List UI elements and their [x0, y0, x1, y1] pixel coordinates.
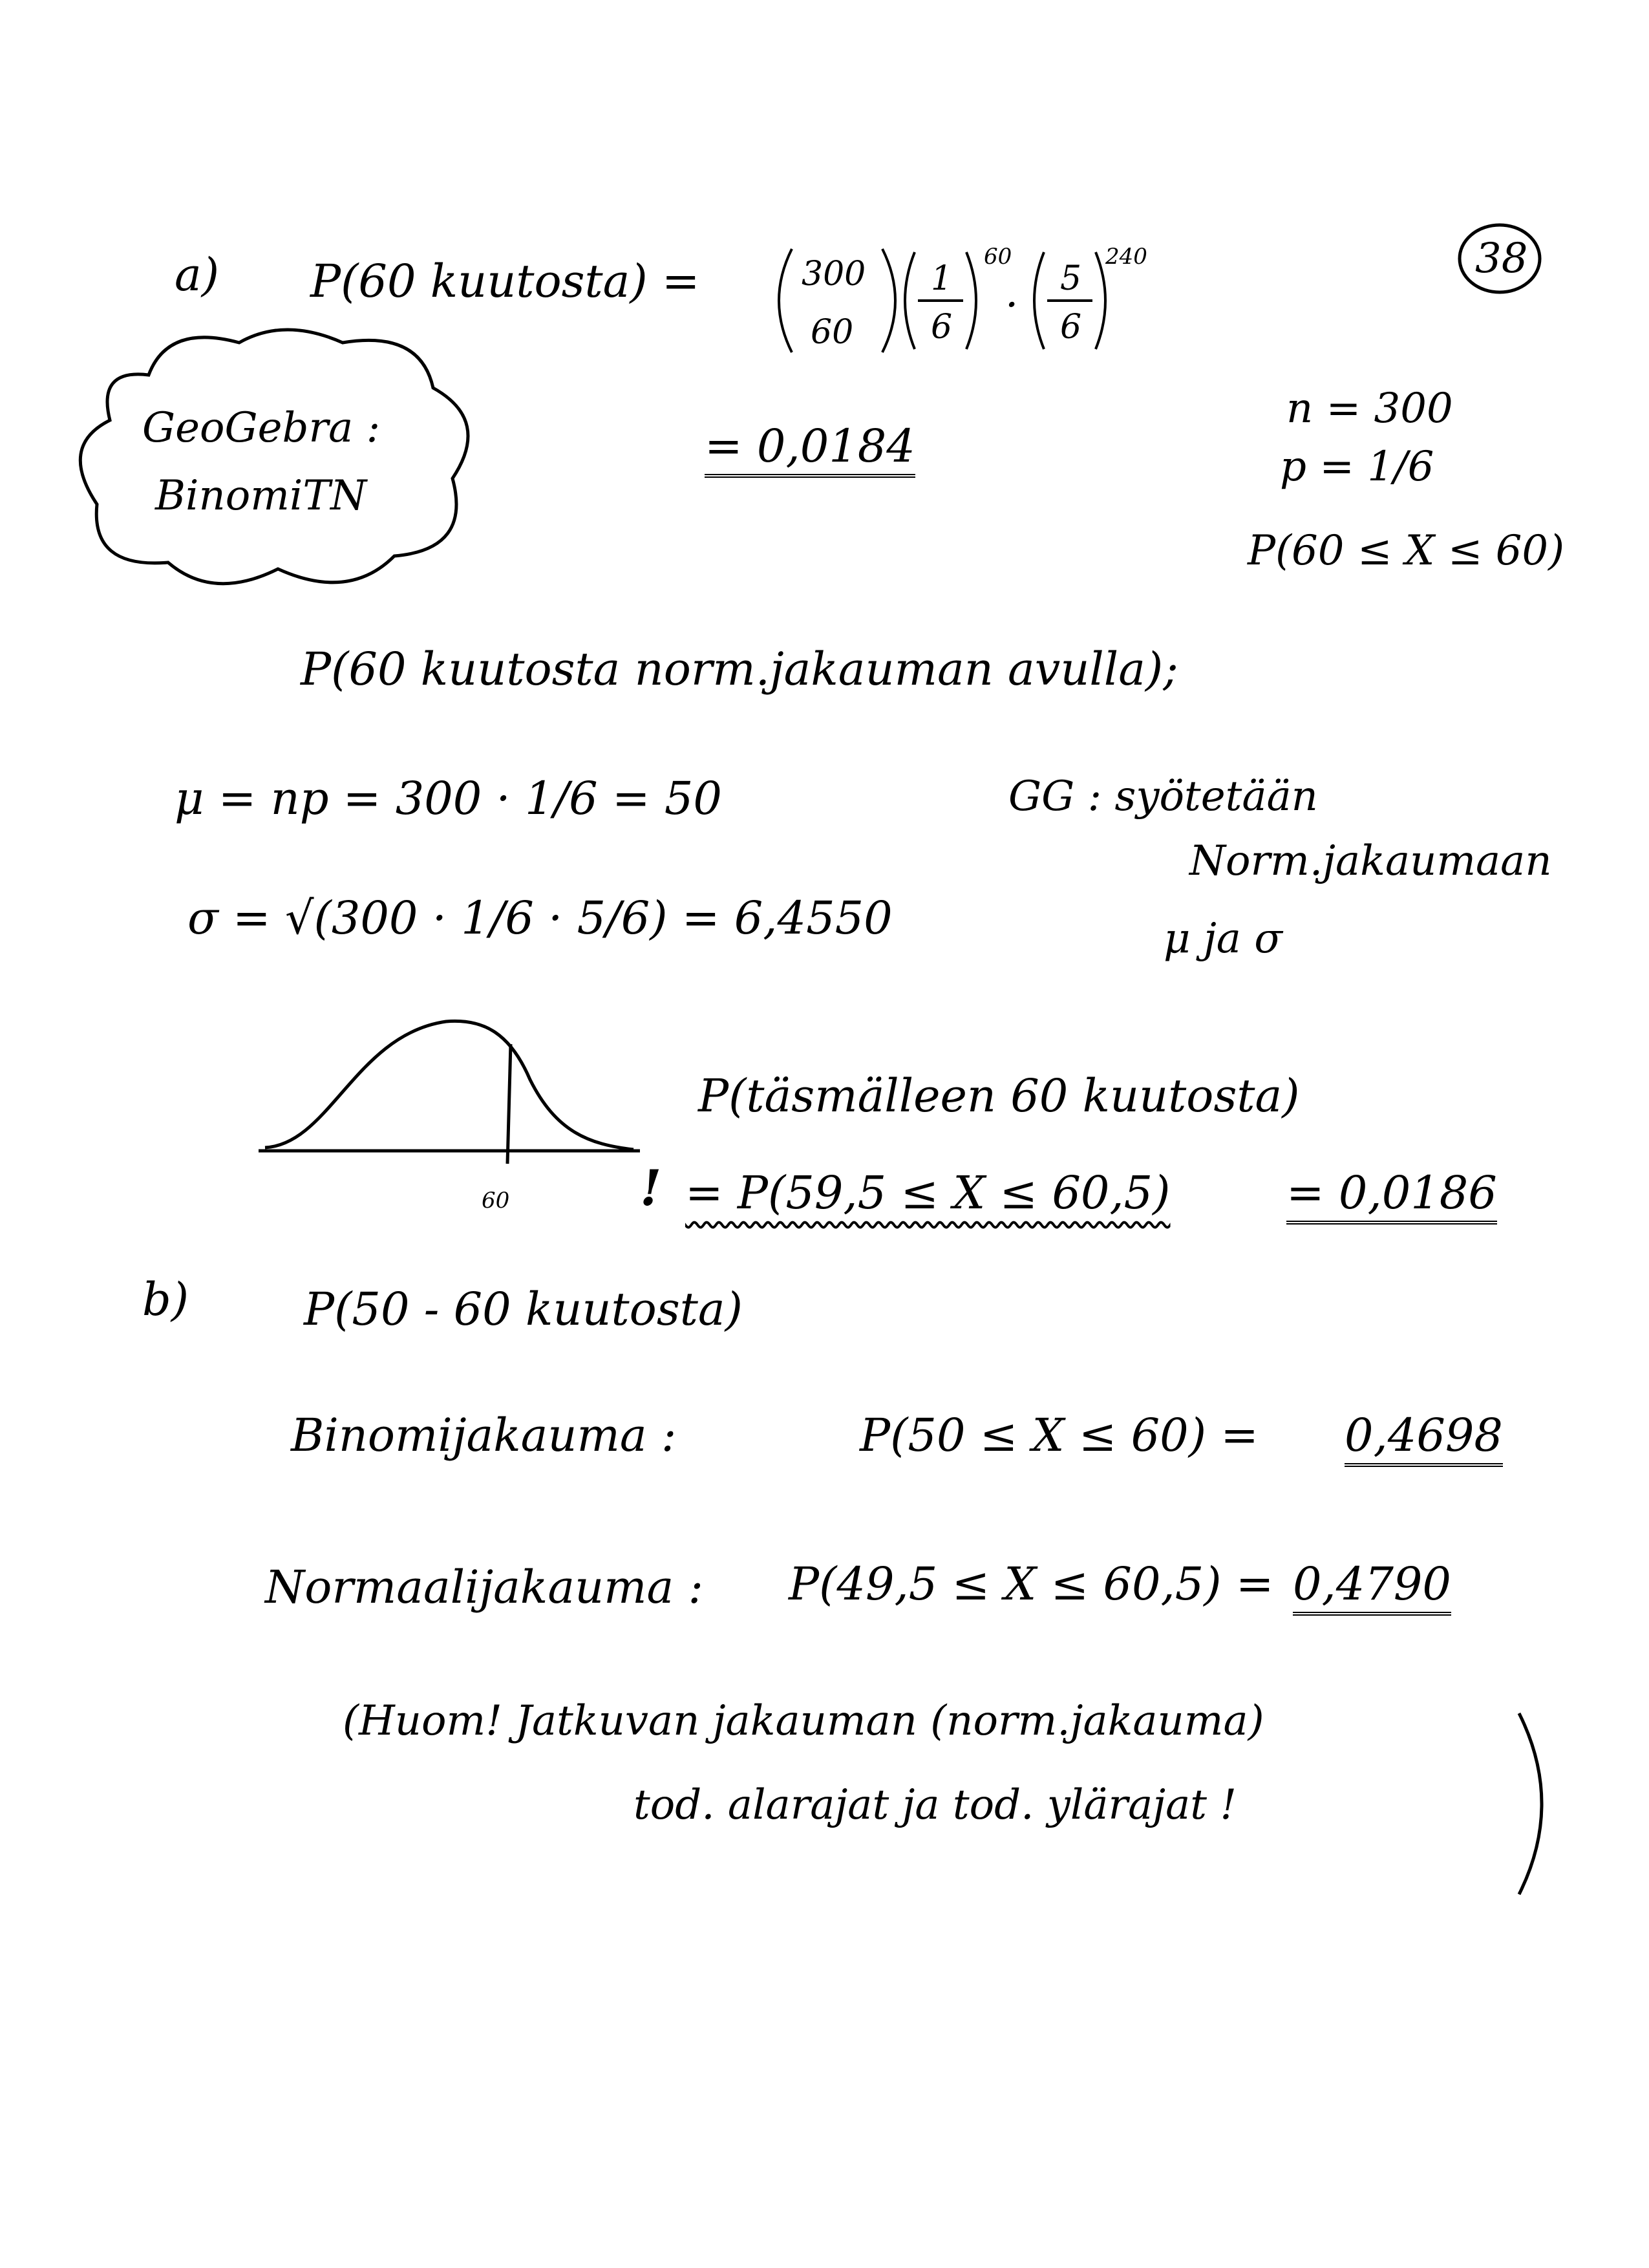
multiplication-dot: · [1005, 281, 1019, 329]
binomial-coefficient-top: 300 [802, 255, 866, 294]
geogebra-note-line1: GeoGebra : [142, 404, 381, 452]
binomial-lhs: P(60 kuutosta) = [310, 255, 700, 308]
exponent-60: 60 [984, 244, 1012, 270]
normal-interval-result: 0,4790 [1293, 1561, 1451, 1616]
note-line2: tod. alarajat ja tod. ylärajat ! [633, 1781, 1237, 1829]
exact-heading: P(täsmälleen 60 kuutosta) [698, 1069, 1300, 1122]
normal-heading: P(60 kuutosta norm.jakauman avulla); [301, 643, 1178, 696]
normal-label: Normaalijakauma : [265, 1561, 704, 1614]
fraction-2-numerator: 5 [1060, 259, 1082, 298]
exponent-240: 240 [1105, 244, 1147, 270]
warning-mark: ! [640, 1159, 662, 1217]
param-probability: P(60 ≤ X ≤ 60) [1248, 527, 1565, 575]
geogebra-note-line2: BinomiTN [155, 472, 367, 520]
normal-expression: P(49,5 ≤ X ≤ 60,5) = [789, 1557, 1274, 1610]
binomial-interval-result: 0,4698 [1345, 1413, 1503, 1467]
note-line1: (Huom! Jatkuvan jakauman (norm.jakauma) [343, 1697, 1264, 1745]
gg-note-line3: μ ja σ [1164, 915, 1282, 963]
param-n: n = 300 [1286, 385, 1453, 433]
gg-note-line2: Norm.jakaumaan [1189, 837, 1552, 885]
geogebra-cloud [71, 317, 491, 601]
param-p: p = 1/6 [1280, 443, 1434, 491]
note-closing-parenthesis [1506, 1707, 1558, 1901]
binomial-expression: P(50 ≤ X ≤ 60) = [860, 1409, 1259, 1462]
part-b-heading: P(50 - 60 kuutosta) [304, 1283, 743, 1336]
fraction-1-numerator: 1 [931, 259, 953, 298]
binomial-label: Binomijakauma : [291, 1409, 677, 1462]
page-number: 38 [1475, 235, 1528, 283]
mu-line: μ = np = 300 · 1/6 = 50 [175, 772, 722, 825]
fraction-2-denominator: 6 [1060, 308, 1082, 347]
part-b-label: b) [142, 1273, 189, 1326]
normal-curve-sketch [252, 1009, 653, 1190]
gg-note-line1: GG : syötetään [1008, 773, 1318, 820]
binomial-coefficient-bottom: 60 [811, 313, 854, 352]
continuity-result: = 0,0186 [1286, 1170, 1497, 1225]
binomial-result: = 0,0184 [705, 423, 915, 478]
fraction-1-denominator: 6 [931, 308, 953, 347]
binomial-parentheses [772, 246, 902, 356]
sigma-line: σ = √(300 · 1/6 · 5/6) = 6,4550 [187, 892, 893, 945]
curve-x-label: 60 [482, 1188, 510, 1214]
continuity-expression: = P(59,5 ≤ X ≤ 60,5) [685, 1166, 1171, 1219]
part-a-label: a) [175, 248, 220, 301]
